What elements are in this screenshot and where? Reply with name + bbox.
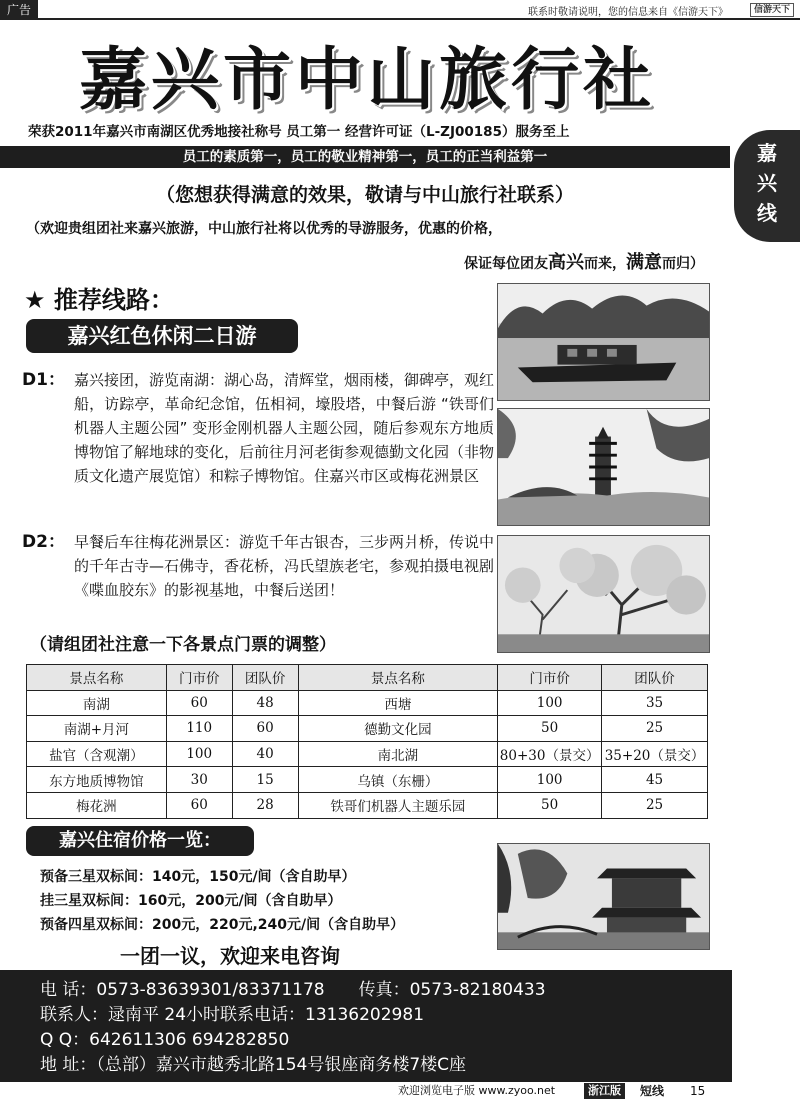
route-title: 嘉兴红色休闲二日游 bbox=[26, 319, 298, 353]
table-cell: 100 bbox=[166, 741, 232, 767]
contact-person[interactable]: 联系人：逯南平 24小时联系电话：13136202981 bbox=[40, 1005, 425, 1025]
recommended-routes-heading: ★ 推荐线路： bbox=[24, 286, 174, 314]
motto-strip: 员工的素质第一，员工的敬业精神第一，员工的正当利益第一 bbox=[0, 146, 730, 168]
top-notice: 联系时敬请说明，您的信息来自《信游天下》 bbox=[528, 7, 728, 18]
hotel-price-title: 嘉兴住宿价格一览： bbox=[26, 826, 254, 856]
hotel-price-line: 挂三星双标间：160元，200元/间（含自助早） bbox=[40, 893, 342, 909]
negotiate-slogan: 一团一议，欢迎来电咨询 bbox=[120, 944, 340, 968]
ticket-price-table bbox=[26, 664, 708, 819]
contact-address: 地 址：（总部）嘉兴市越秀北路154号银座商务楼7楼C座 bbox=[40, 1055, 467, 1075]
welcome-text: 而归） bbox=[662, 256, 704, 272]
table-cell: 45 bbox=[602, 767, 708, 793]
page-footer bbox=[0, 1082, 800, 1100]
table-cell: 南北湖 bbox=[298, 741, 498, 767]
welcome-text: 保证每位团友 bbox=[464, 256, 548, 272]
slogan: （您想获得满意的效果，敬请与中山旅行社联系） bbox=[155, 184, 574, 206]
table-cell: 50 bbox=[498, 792, 602, 818]
contact-phone[interactable]: 电 话：0573-83639301/83371178 bbox=[40, 980, 325, 1000]
table-row bbox=[27, 716, 708, 742]
table-header-row bbox=[27, 665, 708, 691]
contact-fax[interactable]: 传真：0573-82180433 bbox=[358, 980, 546, 1000]
ad-tag: 广告 bbox=[0, 0, 38, 20]
welcome-line-2 bbox=[464, 248, 704, 274]
honor-line: 荣获2011年嘉兴市南湖区优秀地接社称号 员工第一 经营许可证（L-ZJ00185）服务至上 bbox=[28, 124, 570, 140]
table-cell: 25 bbox=[602, 716, 708, 742]
agency-title: 嘉兴市中山旅行社 bbox=[78, 40, 655, 120]
table-cell: 乌镇（东栅） bbox=[298, 767, 498, 793]
table-cell: 盐官（含观潮） bbox=[27, 741, 167, 767]
footer-web-link[interactable]: 欢迎浏览电子版 www.zyoo.net bbox=[398, 1084, 556, 1097]
day-1-itinerary bbox=[22, 368, 494, 488]
column-header: 景点名称 bbox=[298, 665, 498, 691]
table-cell: 48 bbox=[232, 690, 298, 716]
table-cell: 东方地质博物馆 bbox=[27, 767, 167, 793]
top-bar bbox=[0, 0, 800, 20]
contact-phone-row bbox=[40, 978, 732, 1003]
column-header: 门市价 bbox=[166, 665, 232, 691]
footer-section: 短线 bbox=[640, 1084, 665, 1098]
side-tab-char: 嘉 bbox=[757, 141, 777, 165]
section-side-tab bbox=[734, 130, 800, 242]
table-cell: 60 bbox=[232, 716, 298, 742]
table-cell: 100 bbox=[498, 690, 602, 716]
table-row bbox=[27, 690, 708, 716]
photo-red-boat bbox=[497, 283, 710, 401]
contact-qq[interactable]: Q Q：642611306 694282850 bbox=[40, 1030, 290, 1050]
table-cell: 铁哥们机器人主题乐园 bbox=[298, 792, 498, 818]
day-text: 嘉兴接团，游览南湖：湖心岛，清辉堂，烟雨楼，御碑亭，观红船，访踪亭，革命纪念馆，伍相祠，壕股塔，中餐后游 “铁哥们机器人主题公园” 变形金刚机器人主题公园，随后参观东方地质博物馆了解地球的变化，后前往月河老街参观德勤文化园（非物质文化遗产展览馆）和粽子博物馆。住嘉兴市区或梅花洲景区 bbox=[74, 371, 495, 485]
ticket-adjustment-note: （请组团社注意一下各景点门票的调整） bbox=[30, 635, 336, 655]
table-cell: 30 bbox=[166, 767, 232, 793]
table-cell: 西塘 bbox=[298, 690, 498, 716]
day-text: 早餐后车往梅花洲景区：游览千年古银杏，三步两爿桥，传说中的千年古寺—石佛寺，香花桥，冯氏望族老宅，参观拍摄电视剧《喋血胶东》的影视基地，中餐后送团！ bbox=[74, 533, 495, 599]
day-label: D2： bbox=[22, 532, 65, 552]
table-cell: 40 bbox=[232, 741, 298, 767]
contact-panel bbox=[0, 970, 732, 1082]
side-tab-char: 兴 bbox=[757, 171, 777, 195]
table-cell: 28 bbox=[232, 792, 298, 818]
table-row bbox=[27, 792, 708, 818]
table-cell: 15 bbox=[232, 767, 298, 793]
table-cell: 100 bbox=[498, 767, 602, 793]
table-cell: 35+20（景交） bbox=[602, 741, 708, 767]
day-label: D1： bbox=[22, 370, 65, 390]
table-cell: 80+30（景交） bbox=[498, 741, 602, 767]
table-cell: 35 bbox=[602, 690, 708, 716]
table-cell: 梅花洲 bbox=[27, 792, 167, 818]
photo-plum-blossoms bbox=[497, 535, 710, 653]
side-tab-char: 线 bbox=[757, 201, 777, 225]
footer-edition-badge: 浙江版 bbox=[584, 1083, 625, 1099]
table-cell: 110 bbox=[166, 716, 232, 742]
column-header: 团队价 bbox=[232, 665, 298, 691]
welcome-emphasis: 高兴 bbox=[548, 252, 584, 273]
column-header: 门市价 bbox=[498, 665, 602, 691]
hotel-price-line: 预备三星双标间：140元，150元/间（含自助早） bbox=[40, 869, 356, 885]
photo-pagoda bbox=[497, 408, 710, 526]
publication-logo: 信游天下 bbox=[750, 3, 794, 17]
photo-temple bbox=[497, 843, 710, 950]
welcome-emphasis: 满意 bbox=[626, 252, 662, 273]
page-number: 15 bbox=[690, 1084, 706, 1098]
table-cell: 50 bbox=[498, 716, 602, 742]
column-header: 团队价 bbox=[602, 665, 708, 691]
column-header: 景点名称 bbox=[27, 665, 167, 691]
table-cell: 南湖+月河 bbox=[27, 716, 167, 742]
welcome-line-1: （欢迎贵组团社来嘉兴旅游，中山旅行社将以优秀的导游服务，优惠的价格， bbox=[26, 221, 502, 237]
table-cell: 25 bbox=[602, 792, 708, 818]
day-2-itinerary bbox=[22, 530, 494, 602]
table-row bbox=[27, 767, 708, 793]
welcome-text: 而来， bbox=[584, 256, 626, 272]
table-cell: 南湖 bbox=[27, 690, 167, 716]
table-cell: 60 bbox=[166, 690, 232, 716]
hotel-price-line: 预备四星双标间：200元，220元,240元/间（含自助早） bbox=[40, 917, 405, 933]
table-cell: 德勤文化园 bbox=[298, 716, 498, 742]
table-row bbox=[27, 741, 708, 767]
table-cell: 60 bbox=[166, 792, 232, 818]
